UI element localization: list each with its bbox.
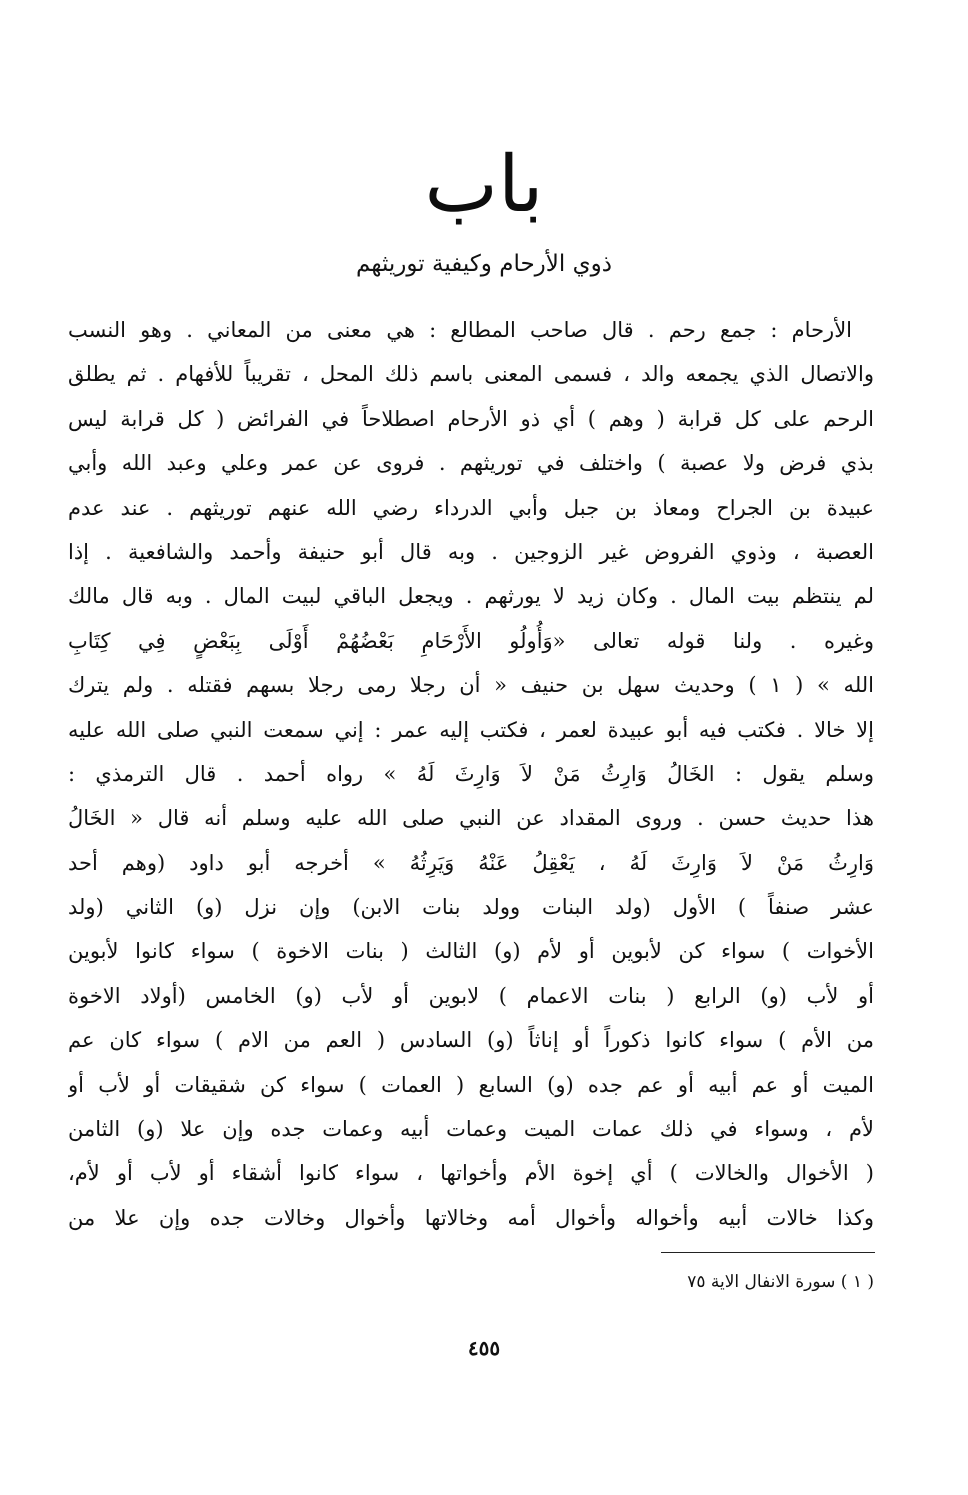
text-line: عشر صنفاً ) الأول (ولد البنات وولد بنات الابن) وإن نزل (و) الثاني (ولد <box>68 895 874 920</box>
text-line: لأم ، وسواء في ذلك عمات الميت وعمات أبيه وعمات جده وإن علا (و) الثامن <box>68 1117 874 1142</box>
text-line: من الأم ) سواء كانوا ذكوراً أو إناثاً (و) السادس ( العم من الام ) سواء كان عم <box>68 1028 874 1053</box>
text-line: أو لأب (و) الرابع ( بنات الاعمام ) لابوين أو لأب (و) الخامس (أولاد الاخوة <box>68 983 874 1008</box>
text-line: والاتصال الذي يجمعه والد ، فسمى المعنى باسم ذلك المحل ، تقريباً للأفهام . ثم يطلق <box>68 362 874 387</box>
text-line: العصبة ، وذوي الفروض غير الزوجين . وبه قال أبو حنيفة وأحمد والشافعية . إذا <box>68 539 874 564</box>
text-line: ( الأخوال والخالات ) أي إخوة الأم وأخواتها ، سواء كانوا أشقاء أو لأب أو لأم، <box>68 1161 874 1186</box>
text-line: الله » ( ١ ) وحديث سهل بن حنيف « أن رجلا رمى رجلا بسهم فقتله . ولم يترك <box>68 673 874 698</box>
text-line: الرحم على كل قرابة ( وهم ) أي ذو الأرحام اصطلاحاً في الفرائض ( كل قرابة ليس <box>68 406 874 431</box>
text-line: لم ينتظم بيت المال . وكان زيد لا يورثهم . ويجعل الباقي لبيت المال . وبه قال مالك <box>68 584 874 609</box>
text-line: هذا حديث حسن . وروى المقداد عن النبي صلى الله عليه وسلم أنه قال « الخَالُ <box>68 806 874 831</box>
text-line: بذي فرض ولا عصبة ) واختلف في توريثهم . فروى عن عمر وعلي وعبد الله وأبي <box>68 451 874 476</box>
text-line: وغيره . ولنا قوله تعالى «وَأُولُو الأَرْحَامِ بَعْضُهُمْ أَوْلَى بِبَعْضٍ فِي كِتَابِ <box>68 628 874 653</box>
text-line: عبيدة بن الجراح ومعاذ بن جبل وأبي الدرداء رضي الله عنهم توريثهم . عند عدم <box>68 495 874 520</box>
footnote: ( ١ ) سورة الانفال الاية ٧٥ <box>687 1272 874 1292</box>
page-number: ٤٥٥ <box>467 1336 501 1360</box>
chapter-heading: باب <box>424 140 544 230</box>
body-text <box>68 308 874 1240</box>
text-line: الأرحام : جمع رحم . قال صاحب المطالع : هي معنى من المعاني . وهو النسب <box>68 318 852 342</box>
text-line: الأخوات ) سواء كن لأبوين أو لأم (و) الثالث ( بنات الاخوة ) سواء كانوا لأبوين <box>68 939 874 964</box>
text-line: وَارِثُ مَنْ لاَ وَارِثَ لَهُ ، يَعْقِلُ عَنْهُ وَيَرِثُهُ » أخرجه أبو داود (وهم أحد <box>68 850 874 875</box>
text-line: وكذا خالات أبيه وأخواله وأخوال أمه وخالاتها وأخوال وخالات جده وإن علا من <box>68 1205 874 1230</box>
footnote-divider <box>661 1252 875 1253</box>
text-line: الميت أو عم أبيه أو عم جده (و) السابع ( العمات ) سواء كن شقيقات أو لأب أو <box>68 1072 874 1097</box>
chapter-subtitle: ذوي الأرحام وكيفية توريثهم <box>356 251 612 277</box>
text-line: إلا خالا . فكتب فيه أبو عبيدة لعمر ، فكتب إليه عمر : إني سمعت النبي صلى الله عليه <box>68 717 874 742</box>
text-line: وسلم يقول : الخَالُ وَارِثُ مَنْ لاَ وَارِثَ لَهُ » رواه أحمد . قال الترمذي : <box>68 761 874 786</box>
